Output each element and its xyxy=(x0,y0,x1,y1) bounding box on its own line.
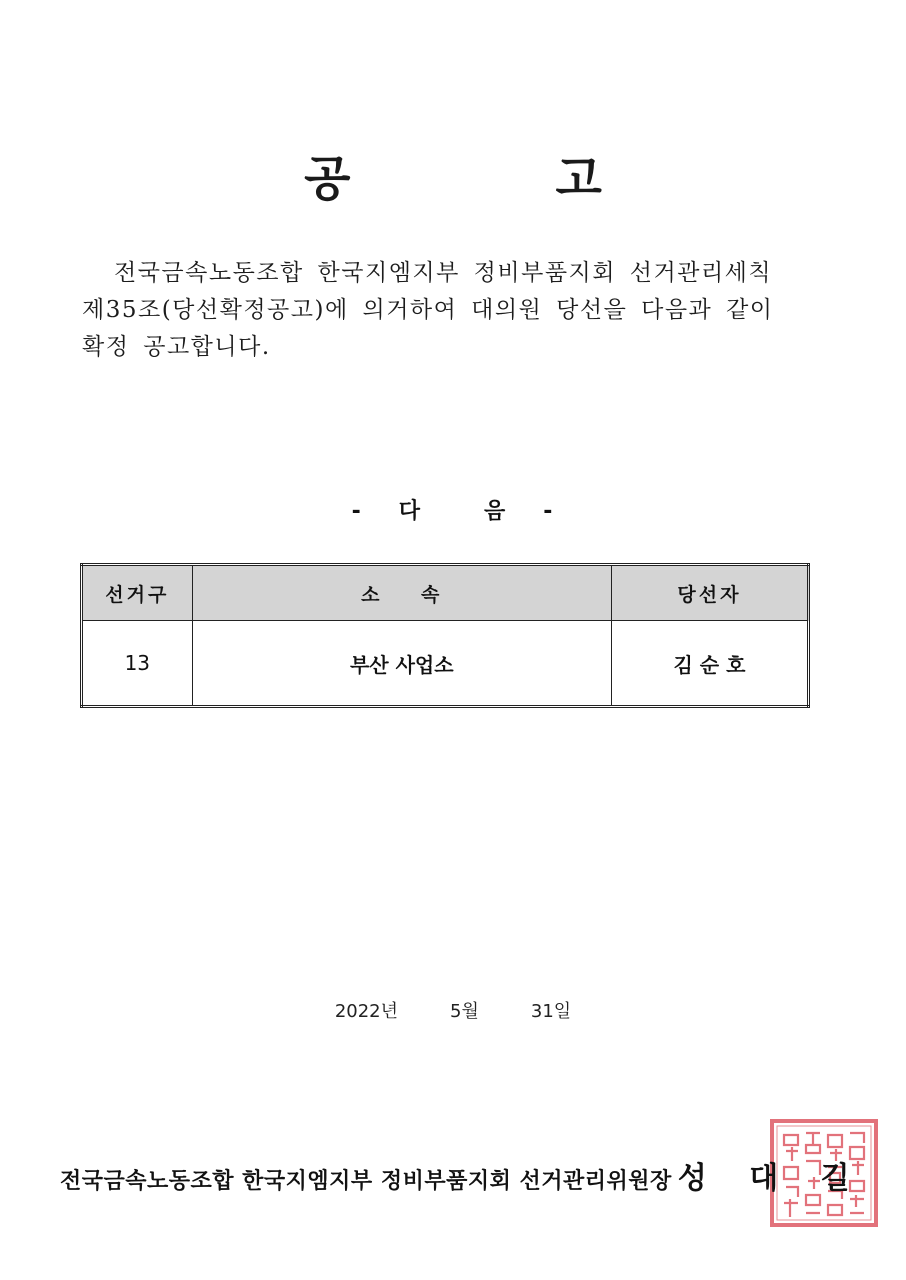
following-char-1: 다 xyxy=(398,499,422,524)
date-year: 2022년 xyxy=(334,1001,399,1022)
title-char-2: 고 xyxy=(555,151,602,207)
notice-line-3: 확정 공고합니다. xyxy=(82,334,271,360)
title-char-1: 공 xyxy=(304,151,351,207)
results-table xyxy=(80,563,810,708)
dash-right: - xyxy=(543,499,555,524)
table-header-row xyxy=(82,565,809,621)
date-day: 31일 xyxy=(530,1001,572,1022)
header-district: 선거구 xyxy=(82,565,193,621)
dash-left: - xyxy=(351,499,363,524)
chair-name: 성 대 길 xyxy=(677,1161,866,1196)
cell-elected: 김 순 호 xyxy=(611,621,808,707)
notice-date xyxy=(0,997,906,1023)
notice-line-1 xyxy=(82,255,822,292)
notice-line-1-text: 전국금속노동조합 한국지엠지부 정비부품지회 선거관리세칙 xyxy=(114,260,773,286)
header-affiliation: 소 속 xyxy=(192,565,611,621)
table-row xyxy=(82,621,809,707)
date-month: 5월 xyxy=(450,1001,479,1022)
following-heading xyxy=(0,494,906,525)
following-char-2: 음 xyxy=(484,499,508,524)
notice-body xyxy=(82,255,822,366)
cell-district: 13 xyxy=(82,621,193,707)
signature-line xyxy=(60,1153,890,1197)
signature-organization: 전국금속노동조합 한국지엠지부 정비부품지회 선거관리위원장 xyxy=(60,1168,672,1194)
notice-title xyxy=(0,140,906,209)
cell-affiliation: 부산 사업소 xyxy=(192,621,611,707)
notice-line-2: 제35조(당선확정공고)에 의거하여 대의원 당선을 다음과 같이 xyxy=(82,297,774,323)
header-elected: 당선자 xyxy=(611,565,808,621)
